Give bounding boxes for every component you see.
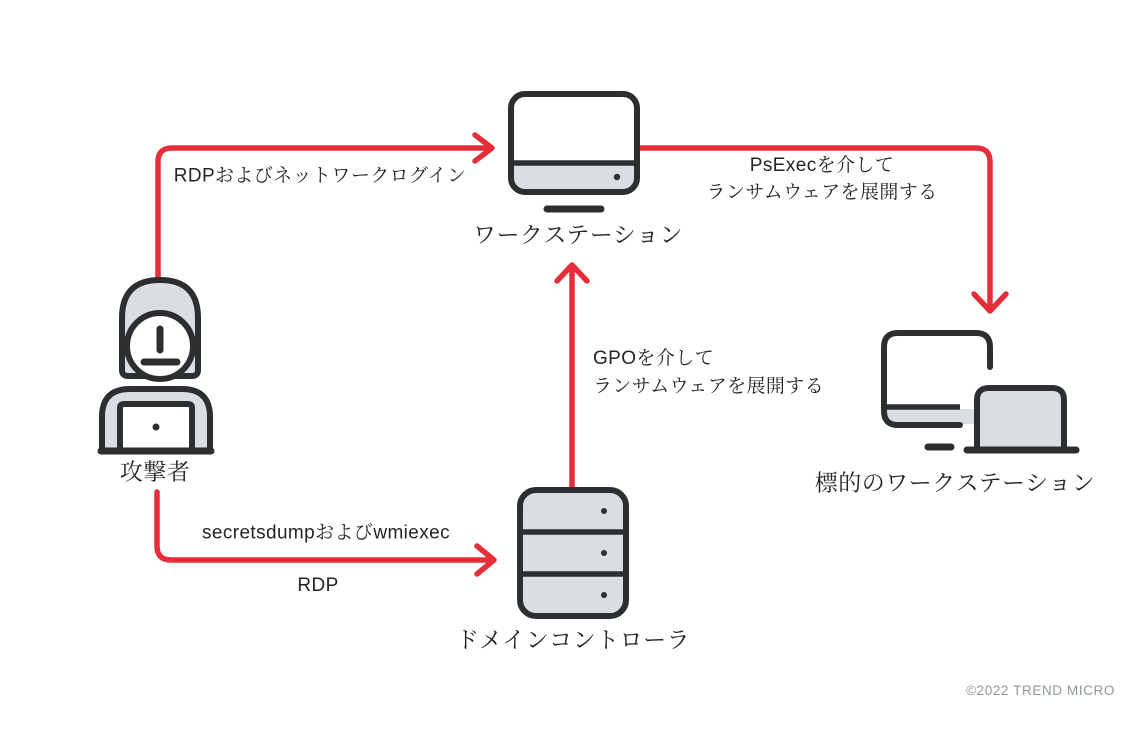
domain-controller-label: ドメインコントローラ: [455, 626, 691, 653]
edge-label-rdp: RDP: [297, 575, 339, 596]
edge-label-gpo-deploy: [593, 345, 824, 401]
edge-label-gpo-line1: GPOを介して: [593, 348, 715, 369]
hooded-attacker-with-laptop-icon: [101, 280, 211, 451]
target-workstation-label: 標的のワークステーション: [814, 469, 1096, 496]
edge-label-psexec-line2: ランサムウェアを展開する: [706, 182, 938, 203]
edge-label-secretsdump-wmiexec: secretsdumpおよびwmiexec: [201, 522, 451, 544]
edge-label-gpo-line2: ランサムウェアを展開する: [593, 376, 825, 397]
edge-label-rdp-network-login: RDPおよびネットワークログイン: [173, 165, 467, 187]
copyright-text: ©2022 TREND MICRO: [966, 683, 1115, 698]
workstation-label: ワークステーション: [473, 221, 683, 248]
monitor-and-laptop-icon: [884, 333, 1076, 450]
edge-label-psexec-deploy: [706, 152, 937, 206]
attacker-label: 攻撃者: [119, 458, 191, 485]
edge-label-psexec-line1: PsExecを介して: [749, 155, 895, 176]
arrow-attacker-to-workstation: [158, 135, 492, 284]
server-stack-icon: [520, 490, 626, 616]
arrow-domain-controller-to-workstation: [557, 265, 587, 487]
desktop-monitor-icon: [511, 94, 637, 209]
